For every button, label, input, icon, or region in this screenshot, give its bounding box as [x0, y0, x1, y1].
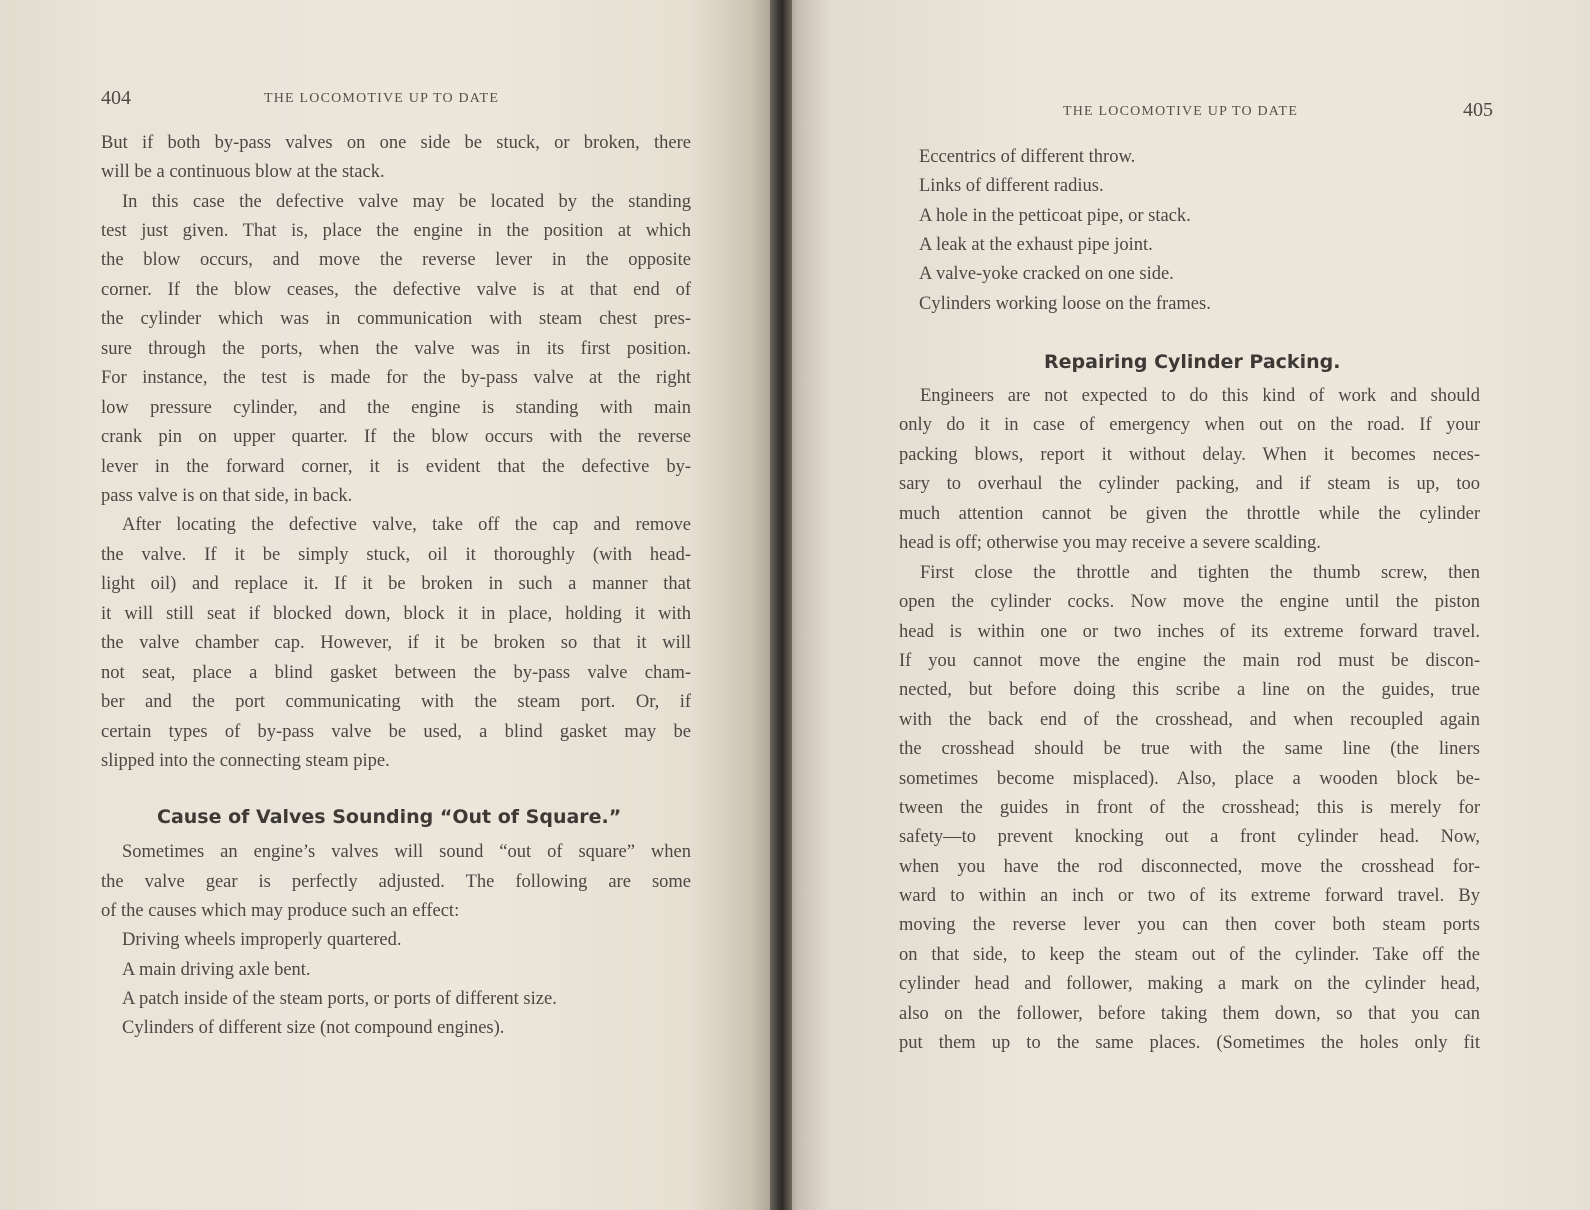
text-line: cylinder head and follower, making a mark on the cylinder head, — [899, 974, 1480, 994]
list-item: A patch inside of the steam ports, or ports of different size. — [122, 989, 557, 1009]
text-line: when you have the rod disconnected, move the crosshead for- — [899, 857, 1480, 877]
text-line: Engineers are not expected to do this kind of work and should — [920, 386, 1480, 406]
text-line: the blow occurs, and move the reverse lever in the opposite — [101, 250, 691, 270]
list-item: Driving wheels improperly quartered. — [122, 930, 402, 950]
left-running-title: THE LOCOMOTIVE UP TO DATE — [264, 91, 500, 106]
text-line: the valve chamber cap. However, if it be broken so that it will — [101, 633, 691, 653]
text-line: certain types of by-pass valve be used, a blind gasket may be — [101, 722, 691, 742]
text-line: If you cannot move the engine the main rod must be discon- — [899, 651, 1480, 671]
text-line: tween the guides in front of the crosshead; this is merely for — [899, 798, 1480, 818]
text-line: moving the reverse lever you can then cover both steam ports — [899, 915, 1480, 935]
text-line: sure through the ports, when the valve was in its first position. — [101, 339, 691, 359]
text-line: low pressure cylinder, and the engine is standing with main — [101, 398, 691, 418]
text-line: of the causes which may produce such an effect: — [101, 901, 460, 921]
list-item: A main driving axle bent. — [122, 960, 311, 980]
text-line: also on the follower, before taking them down, so that you can — [899, 1004, 1480, 1024]
text-line: ward to within an inch or two of its extreme forward travel. By — [899, 886, 1480, 906]
list-item: A leak at the exhaust pipe joint. — [919, 235, 1153, 255]
section-heading: Cause of Valves Sounding “Out of Square.” — [157, 806, 622, 828]
list-item: Links of different radius. — [919, 176, 1104, 196]
text-line: the valve gear is perfectly adjusted. The following are some — [101, 872, 691, 892]
text-line: the cylinder which was in communication with steam chest pres- — [101, 309, 691, 329]
book-gutter — [770, 0, 792, 1210]
text-line: pass valve is on that side, in back. — [101, 486, 353, 506]
text-line: sary to overhaul the cylinder packing, and if steam is up, too — [899, 474, 1480, 494]
right-page — [782, 0, 1590, 1210]
text-line: open the cylinder cocks. Now move the engine until the piston — [899, 592, 1480, 612]
left-page — [0, 0, 782, 1210]
left-page-number: 404 — [101, 87, 131, 109]
text-line: For instance, the test is made for the by-pass valve at the right — [101, 368, 691, 388]
text-line: much attention cannot be given the throttle while the cylinder — [899, 504, 1480, 524]
list-item: Cylinders of different size (not compound engines). — [122, 1018, 505, 1038]
right-running-title: THE LOCOMOTIVE UP TO DATE — [1063, 104, 1299, 119]
text-line: head is off; otherwise you may receive a severe scalding. — [899, 533, 1321, 553]
text-line: slipped into the connecting steam pipe. — [101, 751, 390, 771]
text-line: the crosshead should be true with the same line (the liners — [899, 739, 1480, 759]
text-line: head is within one or two inches of its extreme forward travel. — [899, 622, 1480, 642]
text-line: First close the throttle and tighten the thumb screw, then — [920, 563, 1480, 583]
list-item: Cylinders working loose on the frames. — [919, 294, 1211, 314]
text-line: crank pin on upper quarter. If the blow occurs with the reverse — [101, 427, 691, 447]
text-line: After locating the defective valve, take off the cap and remove — [122, 515, 691, 535]
text-line: safety—to prevent knocking out a front cylinder head. Now, — [899, 827, 1480, 847]
text-line: But if both by-pass valves on one side be stuck, or broken, there — [101, 133, 691, 153]
text-line: corner. If the blow ceases, the defective valve is at that end of — [101, 280, 691, 300]
text-line: Sometimes an engine’s valves will sound “out of square” when — [122, 842, 691, 862]
text-line: ber and the port communicating with the steam port. Or, if — [101, 692, 691, 712]
text-line: the valve. If it be simply stuck, oil it thoroughly (with head- — [101, 545, 691, 565]
right-page-number: 405 — [1463, 99, 1493, 121]
text-line: it will still seat if blocked down, block it in place, holding it with — [101, 604, 691, 624]
list-item: A valve-yoke cracked on one side. — [919, 264, 1174, 284]
text-line: packing blows, report it without delay. When it becomes neces- — [899, 445, 1480, 465]
section-heading: Repairing Cylinder Packing. — [1044, 351, 1341, 373]
text-line: light oil) and replace it. If it be broken in such a manner that — [101, 574, 691, 594]
text-line: with the back end of the crosshead, and when recoupled again — [899, 710, 1480, 730]
text-line: test just given. That is, place the engine in the position at which — [101, 221, 691, 241]
text-line: only do it in case of emergency when out on the road. If your — [899, 415, 1480, 435]
text-line: put them up to the same places. (Sometimes the holes only fit — [899, 1033, 1480, 1053]
text-line: not seat, place a blind gasket between the by-pass valve cham- — [101, 663, 691, 683]
text-line: sometimes become misplaced). Also, place a wooden block be- — [899, 769, 1480, 789]
text-line: will be a continuous blow at the stack. — [101, 162, 385, 182]
list-item: Eccentrics of different throw. — [919, 147, 1136, 167]
text-line: In this case the defective valve may be located by the standing — [122, 192, 691, 212]
text-line: nected, but before doing this scribe a line on the guides, true — [899, 680, 1480, 700]
list-item: A hole in the petticoat pipe, or stack. — [919, 206, 1191, 226]
text-line: lever in the forward corner, it is evident that the defective by- — [101, 457, 691, 477]
text-line: on that side, to keep the steam out of the cylinder. Take off the — [899, 945, 1480, 965]
